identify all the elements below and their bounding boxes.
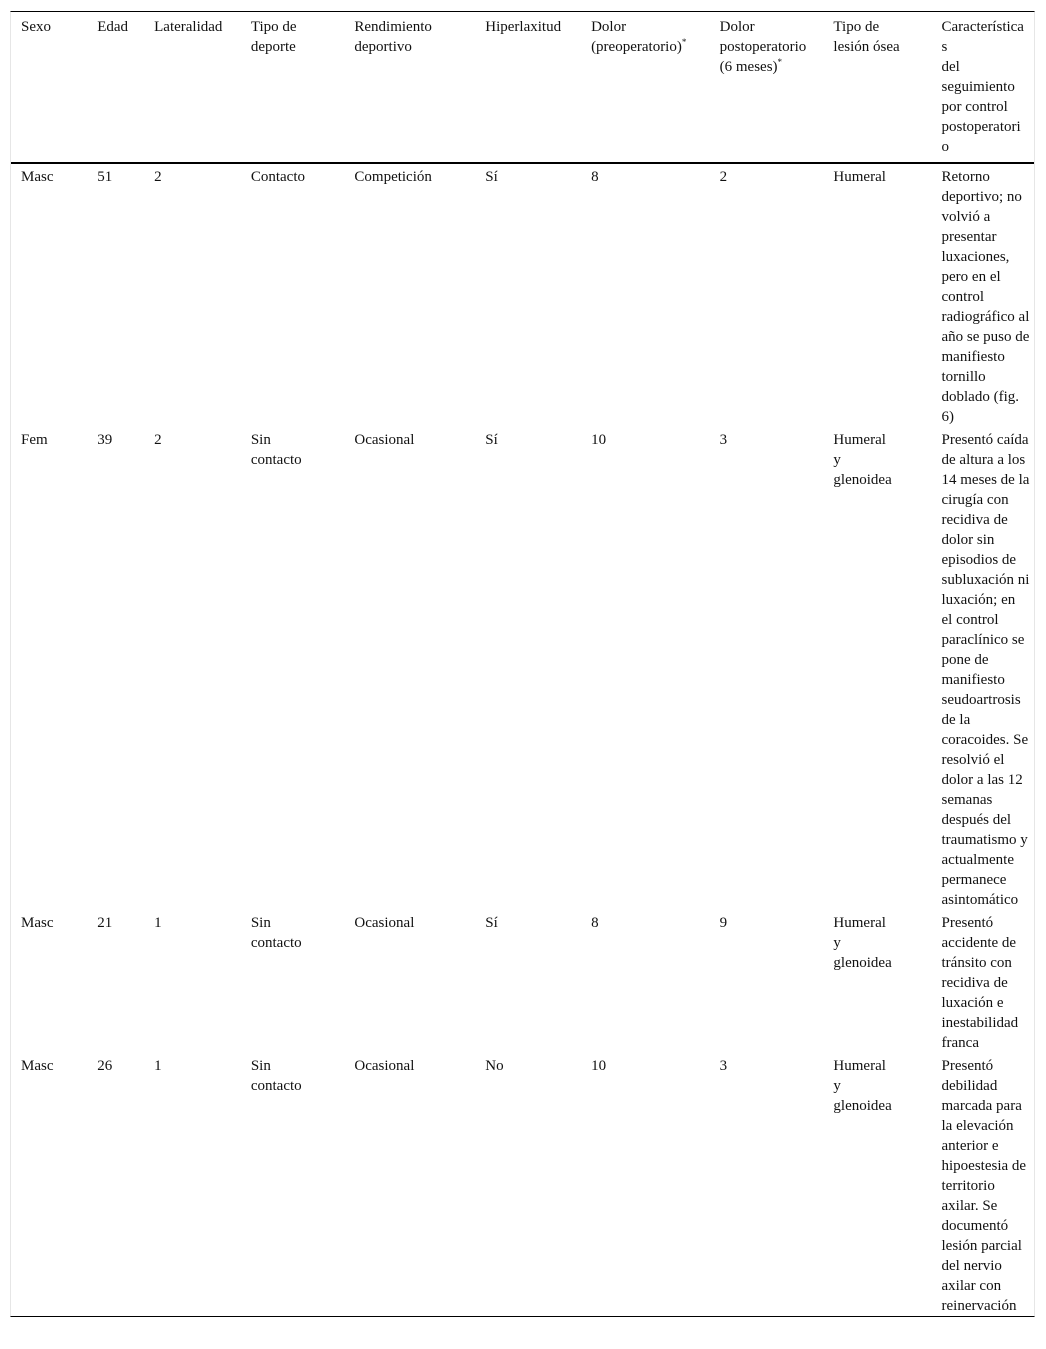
cell-lateralidad: 2 — [154, 432, 162, 448]
cell-deporte: Sin contacto — [250, 1058, 302, 1094]
cell-rendimiento: Ocasional — [354, 1058, 415, 1074]
header-edad: Edad — [87, 12, 144, 163]
table-header — [11, 12, 1034, 163]
cell-dolor-pre: 10 — [591, 432, 607, 448]
table-row — [11, 1053, 1034, 1316]
cell-seguimiento: Presentó caída de altura a los 14 meses de la cirugía con recidiva de dolor sin episodios de subluxación ni luxación; en el control paraclínico se pone de manifiesto seudoartrosis de la coracoides. Se resolvió el dolor a las 12 semanas después del traumatismo y actualmente permanece asintomático — [941, 432, 1030, 908]
cell-rendimiento: Competición — [354, 169, 432, 185]
cell-lateralidad: 1 — [154, 1058, 162, 1074]
header-seguimiento: Características del seguimiento por control postoperatorio — [932, 12, 1034, 163]
cell-hiperlaxitud: Sí — [485, 169, 498, 185]
cell-rendimiento: Ocasional — [354, 432, 415, 448]
cell-lesion: Humeral y glenoidea — [833, 915, 892, 971]
cell-dolor-post: 3 — [719, 1058, 728, 1074]
cell-sexo: Masc — [21, 915, 54, 931]
cell-lesion: Humeral — [833, 169, 886, 185]
cell-rendimiento: Ocasional — [354, 915, 415, 931]
header-rendimiento: Rendimiento deportivo — [344, 12, 475, 163]
header-hiperlaxitud: Hiperlaxitud — [475, 12, 581, 163]
results-table — [11, 12, 1034, 1316]
table-body — [11, 163, 1034, 1316]
cell-sexo: Fem — [21, 432, 48, 448]
cell-edad: 39 — [97, 432, 113, 448]
header-dolor-post: Dolor postoperatorio (6 meses)* — [710, 12, 824, 163]
table-row — [11, 910, 1034, 1053]
cell-seguimiento: Retorno deportivo; no volvió a presentar luxaciones, pero en el control radiográfico al año se puso de manifiesto tornillo doblado (fig. 6) — [941, 169, 1030, 425]
header-lesion: Tipo de lesión ósea — [823, 12, 931, 163]
footnote-mark: * — [681, 37, 687, 47]
cell-lesion: Humeral y glenoidea — [833, 1058, 892, 1114]
table-row — [11, 163, 1034, 427]
cell-lateralidad: 1 — [154, 915, 162, 931]
cell-deporte: Sin contacto — [250, 432, 302, 468]
cell-dolor-pre: 10 — [591, 1058, 607, 1074]
cell-dolor-pre: 8 — [591, 169, 599, 185]
header-row — [11, 12, 1034, 163]
cell-dolor-post: 3 — [719, 432, 728, 448]
cell-dolor-pre: 8 — [591, 915, 599, 931]
cell-deporte: Contacto — [250, 169, 305, 185]
cell-lateralidad: 2 — [154, 169, 162, 185]
header-sexo: Sexo — [11, 12, 87, 163]
cell-sexo: Masc — [21, 1058, 54, 1074]
table-row — [11, 427, 1034, 910]
cell-hiperlaxitud: No — [485, 1058, 504, 1074]
cell-edad: 26 — [97, 1058, 113, 1074]
cell-edad: 21 — [97, 915, 113, 931]
cell-seguimiento: Presentó debilidad marcada para la elevación anterior e hipoestesia de territorio axilar. Se documentó lesión parcial del nervio axilar con reinervación — [941, 1058, 1027, 1314]
header-lateralidad: Lateralidad — [144, 12, 241, 163]
cell-seguimiento: Presentó accidente de tránsito con recidiva de luxación e inestabilidad franca — [941, 915, 1019, 1051]
footnote-mark: * — [777, 57, 783, 67]
cell-deporte: Sin contacto — [250, 915, 302, 951]
cell-hiperlaxitud: Sí — [485, 432, 498, 448]
cell-edad: 51 — [97, 169, 113, 185]
header-tipo-deporte: Tipo de deporte — [241, 12, 345, 163]
cell-hiperlaxitud: Sí — [485, 915, 498, 931]
cell-sexo: Masc — [21, 169, 54, 185]
cell-lesion: Humeral y glenoidea — [833, 432, 892, 488]
cell-dolor-post: 9 — [719, 915, 728, 931]
results-table-container — [10, 11, 1035, 1317]
header-dolor-pre: Dolor (preoperatorio)* — [581, 12, 710, 163]
cell-dolor-post: 2 — [719, 169, 728, 185]
